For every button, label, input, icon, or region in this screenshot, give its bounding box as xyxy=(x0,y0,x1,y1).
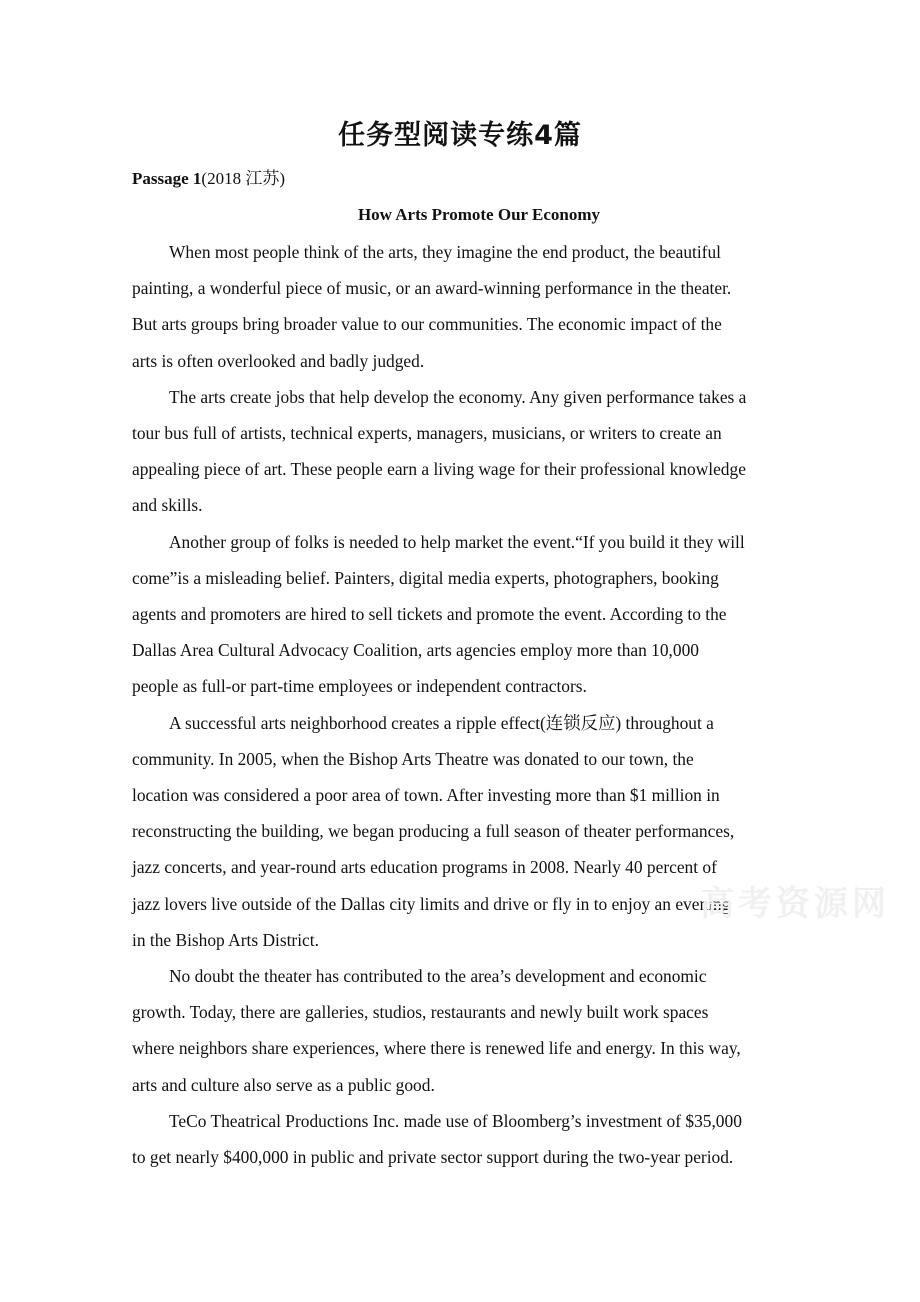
paragraph-line: painting, a wonderful piece of music, or an award-winning performance in the theater. xyxy=(132,278,732,299)
paragraph-line: But arts groups bring broader value to our communities. The economic impact of the xyxy=(132,314,722,335)
paragraph-line: tour bus full of artists, technical experts, managers, musicians, or writers to create an xyxy=(132,423,722,444)
paragraph-line: appealing piece of art. These people earn a living wage for their professional knowledge xyxy=(132,459,746,480)
paragraph-line: and skills. xyxy=(132,495,203,516)
paragraph xyxy=(132,958,800,1103)
paragraph-line: TeCo Theatrical Productions Inc. made use of Bloomberg’s investment of $35,000 xyxy=(169,1110,742,1131)
passage-number: Passage 1 xyxy=(132,169,202,188)
paragraph-line: people as full-or part-time employees or independent contractors. xyxy=(132,676,587,697)
paragraph-line: jazz concerts, and year-round arts education programs in 2008. Nearly 40 percent of xyxy=(132,857,717,878)
article-body xyxy=(132,234,800,1175)
paragraph-line: No doubt the theater has contributed to the area’s development and economic xyxy=(169,966,707,987)
article-title: How Arts Promote Our Economy xyxy=(357,205,601,224)
paragraph-line: Another group of folks is needed to help market the event.“If you build it they will xyxy=(169,531,745,552)
paragraph-line: come”is a misleading belief. Painters, digital media experts, photographers, booking xyxy=(132,567,719,588)
paragraph-line: where neighbors share experiences, where there is renewed life and energy. In this way, xyxy=(132,1038,741,1059)
paragraph-line: The arts create jobs that help develop the economy. Any given performance takes a xyxy=(169,386,747,407)
paragraph xyxy=(132,1103,800,1175)
paragraph-line: arts and culture also serve as a public good. xyxy=(132,1074,435,1095)
paragraph-line: to get nearly $400,000 in public and private sector support during the two-year period. xyxy=(132,1147,734,1168)
paragraph-line: community. In 2005, when the Bishop Arts Theatre was donated to our town, the xyxy=(132,748,694,769)
paragraph-line: arts is often overlooked and badly judged. xyxy=(132,350,425,371)
paragraph-line: reconstructing the building, we began producing a full season of theater performances, xyxy=(132,821,735,842)
paragraph xyxy=(132,379,800,524)
paragraph-line: location was considered a poor area of town. After investing more than $1 million in xyxy=(132,785,720,806)
paragraph-line: Dallas Area Cultural Advocacy Coalition, arts agencies employ more than 10,000 xyxy=(132,640,699,661)
paragraph-line: agents and promoters are hired to sell tickets and promote the event. According to the xyxy=(132,604,727,625)
paragraph xyxy=(132,234,800,379)
paragraph-line: A successful arts neighborhood creates a ripple effect(连锁反应) throughout a xyxy=(169,712,714,733)
watermark: 高考资源网 xyxy=(700,884,890,924)
paragraph-line: jazz lovers live outside of the Dallas city limits and drive or fly in to enjoy an evening xyxy=(132,893,731,914)
paragraph xyxy=(132,524,800,705)
passage-source: (2018 江苏) xyxy=(201,169,285,188)
paragraph-line: growth. Today, there are galleries, studios, restaurants and newly built work spaces xyxy=(132,1002,709,1023)
passage-label xyxy=(132,166,285,192)
paragraph-line: When most people think of the arts, they imagine the end product, the beautiful xyxy=(169,242,721,262)
paragraph-line: in the Bishop Arts District. xyxy=(132,929,319,950)
document-title: 任务型阅读专练4篇 xyxy=(338,120,582,151)
